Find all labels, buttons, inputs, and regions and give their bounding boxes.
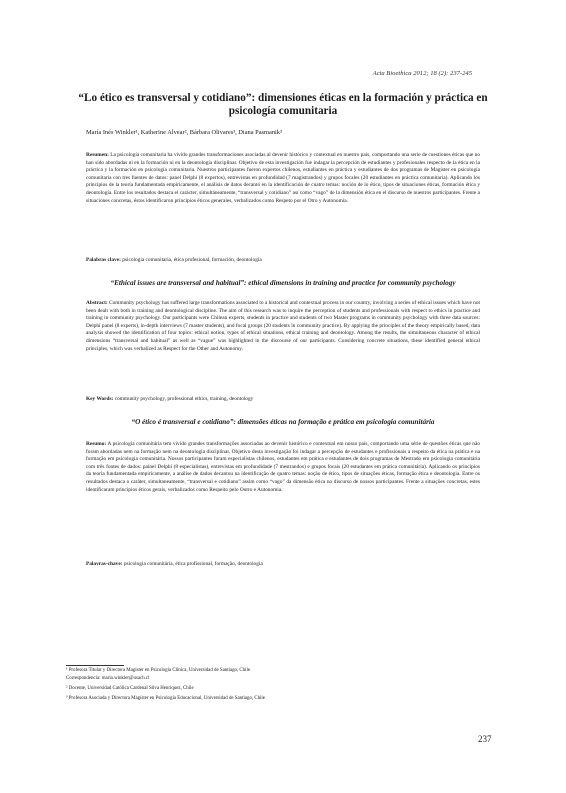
keywords-english bbox=[86, 396, 480, 404]
keywords-portuguese bbox=[86, 561, 480, 569]
abstract-portuguese-label: Resumo: bbox=[86, 441, 107, 447]
abstract-english bbox=[86, 300, 480, 353]
abstract-spanish bbox=[86, 152, 480, 205]
journal-citation: Acta Bioethica 2012; 18 (2): 237-245 bbox=[372, 70, 472, 77]
footnote-correspondence: Correspondencia: maria.winkler@usach.cl bbox=[66, 676, 150, 681]
keywords-spanish bbox=[86, 257, 480, 265]
author-list: María Inés Winkler¹, Katherine Alvear², Bárbara Olivares³, Diana Pasmanik³ bbox=[86, 129, 282, 136]
title-english: “Ethical issues are transversal and habitual”: ethical dimensions in training and practice for community psychology bbox=[110, 279, 456, 287]
abstract-portuguese bbox=[86, 441, 480, 494]
footnote-2: ² Docente, Universidad Católica Cardenal Silva Henríquez, Chile bbox=[66, 686, 194, 691]
keywords-portuguese-text: psicologia comunitária, ética profissional, formação, deontologia bbox=[123, 561, 263, 567]
abstract-english-text: Community psychology has suffered large transformations associated to a historical and contextual process in our country, involving a series of ethical issues which have not been dealt with both in training and deontological discipline. The aim of this research was to inquire the perception of students and professionals with respect to ethics in practice and training in community psychology. Our participants were Chilean experts, students in practice and students of two Master programs in community psychology with three data sources: Delphi panel (8 experts), in-depth interviews (7 master students), and focal groups (20 students in community practice). By applying the principles of the theory empirically based, data analysis showed the identification of four topics: ethical notion, types of ethical situations, ethical training and deontology. Among the results, the simultaneous character of ethical dimensions “transversal and habitual” as well as “vague” was highlighted in the discourse of our participants. Considering concrete situations, these identified general ethical principles, which was verbalized as Respect for the Other and Autonomy. bbox=[86, 300, 481, 352]
abstract-spanish-label: Resumen: bbox=[86, 152, 109, 158]
footnote-divider bbox=[66, 665, 124, 666]
keywords-portuguese-label: Palavras-chave: bbox=[86, 561, 123, 567]
abstract-portuguese-text: A psicologia comunitária tem vivido grandes transformações associadas ao devenir histórico e contextual em nosso país, comportando uma série de questões éticas que não foram abordadas nem na formação nem na deontologia disciplinar. Objetivo desta investigação foi indagar a percepção de estudantes e profissionais a respeito da ética na prática e na formação em psicologia comunitária. Nossos participantes foram especialistas chilenos, estudantes em prática e estudantes de dois programas de Mestrado em psicologia comunitária com três fontes de dados: painel Delphi (8 especialistas), entrevistas em profundidade (7 mestrandos) e grupos focais (20 estudantes em prática comunitária). Aplicando os princípios da teoria fundamentada empiricamente, a análise de dados decantou na identificação de quatro temas: noção de ético, tipos de situações éticas, formação ética e deontologia. Entre os resultados destaca o caráter, simultaneamente, “transversal e cotidiano” assim como “vago” da dimensão ética no discurso de nossos participantes. Frente a situações concretas, estes identificaram princípios éticos gerais, verbalizados como Respeito pelo Outro e Autonomia. bbox=[86, 441, 480, 493]
abstract-english-label: Abstract: bbox=[86, 300, 108, 306]
keywords-spanish-label: Palabras clave: bbox=[86, 257, 121, 263]
keywords-english-text: community psychology, professional ethics, training, deontology bbox=[114, 396, 254, 402]
title-spanish: “Lo ético es transversal y cotidiano”: dimensiones éticas en la formación y práctica en psicología comunitaria bbox=[78, 92, 488, 117]
keywords-spanish-text: psicología comunitaria, ética profesional, formación, deontología bbox=[122, 257, 262, 263]
keywords-english-label: Key Words: bbox=[86, 396, 114, 402]
abstract-spanish-text: La psicología comunitaria ha vivido grandes transformaciones asociadas al devenir histórico y contextual en nuestro país, comportando una serie de cuestiones éticas que no han sido abordadas ni en la formación ni en la deontología disciplinar. Objetivo de esta investigación fue indagar la percepción de estudiantes y profesionales respecto de la ética en la práctica y la formación en psicología comunitaria. Nuestros participantes fueron expertos chilenos, estudiantes en práctica y estudiantes de dos programas de Magíster en psicología comunitaria con tres fuentes de datos: panel Delphi (8 expertos), entrevistas en profundidad (7 magistrandos) y grupos focales (20 estudiantes en práctica comunitaria). Aplicando los principios de la teoría fundamentada empíricamente, el análisis de datos decantó en la identificación de cuatro temas: noción de lo ético, tipos de situaciones éticas, formación ética y deontología. Entre los resultados destaca el carácter, simultáneamente, “transversal y cotidiano” así como “vago” de la dimensión ética en el discurso de nuestros participantes. Frente a situaciones concretas, éstos identificaron principios éticos generales, verbalizados como Respeto por el Otro y Autonomía. bbox=[86, 152, 480, 204]
title-portuguese: “O ético é transversal e cotidiano”: dimensões éticas na formação e prática em psicologia comunitária bbox=[131, 418, 435, 426]
page-number: 237 bbox=[478, 734, 492, 744]
footnote-3: ³ Profesora Asociada y Directora Magíster en Psicología Educacional, Universidad de Santiago, Chile bbox=[66, 696, 265, 701]
footnote-1: ¹ Profesora Titular y Directora Magíster en Psicología Clínica, Universidad de Santiago, Chile bbox=[66, 668, 251, 673]
